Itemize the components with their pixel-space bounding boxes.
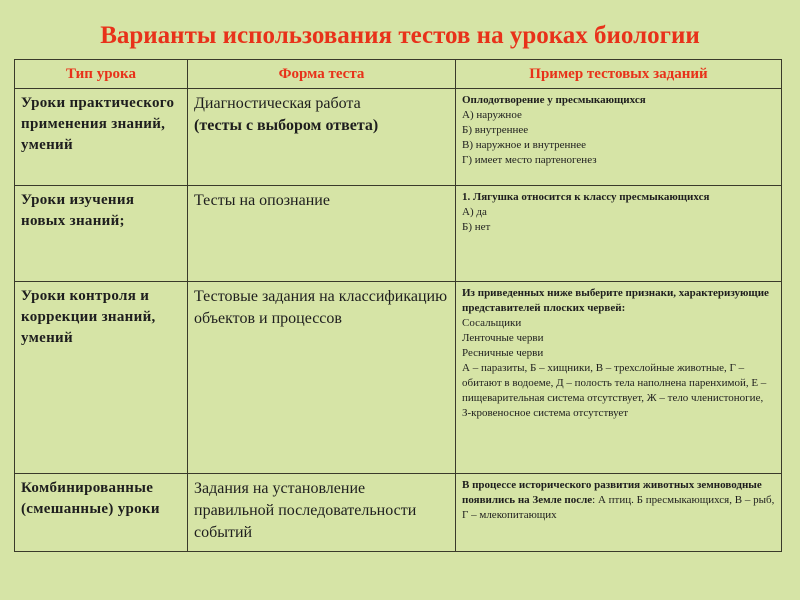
header-lesson-type: Тип урока [15, 60, 188, 89]
example [456, 186, 782, 282]
example [456, 474, 782, 552]
example-option: А) наружное [462, 109, 522, 121]
table-header-row [15, 60, 782, 89]
example-option: А) да [462, 206, 487, 218]
example-question: Оплодотворение у пресмыкающихся [462, 94, 646, 106]
example-options: : А птиц. Б пресмыкающихся, В – рыб, Г – млекопитающих [462, 494, 775, 521]
table-row [15, 186, 782, 282]
lesson-type: Комбинированные (смешанные) уроки [15, 474, 188, 552]
example-option: Б) нет [462, 221, 491, 233]
form-text: Диагностическая работа [194, 95, 361, 112]
test-form: Тесты на опознание [188, 186, 456, 282]
example-option: А – паразиты, Б – хищники, В – трехслойные животные, Г – обитают в водоеме, Д – полость тела наполнена паренхимой, Е – пищеварительная система отсутствует, Ж – тело членистоногие, З-кровеносное система отсутствует [462, 362, 767, 419]
lesson-type: Уроки контроля и коррекции знаний, умений [15, 282, 188, 474]
example-question: В процессе исторического развития животных земноводные появились на Земле после [462, 479, 762, 506]
page-title: Варианты использования тестов на уроках биологии [100, 22, 700, 49]
lesson-type: Уроки изучения новых знаний; [15, 186, 188, 282]
table-row [15, 474, 782, 552]
example [456, 282, 782, 474]
table-row [15, 282, 782, 474]
example-question: 1. Лягушка относится к классу пресмыкающихся [462, 191, 710, 203]
test-form: Тестовые задания на классификацию объектов и процессов [188, 282, 456, 474]
example-question: Из приведенных ниже выберите признаки, характеризующие представителей плоских червей: [462, 287, 769, 314]
example-option: Ленточные черви [462, 332, 544, 344]
tests-table [14, 59, 782, 552]
lesson-type: Уроки практического применения знаний, умений [15, 89, 188, 186]
form-bold-text: (тесты с выбором ответа) [194, 117, 379, 134]
example-option: Сосальщики [462, 317, 522, 329]
test-form: Задания на установление правильной последовательности событий [188, 474, 456, 552]
table-row [15, 89, 782, 186]
header-test-form: Форма теста [188, 60, 456, 89]
example-option: В) наружное и внутреннее [462, 139, 587, 151]
example-option: Г) имеет место партеногенез [462, 154, 597, 166]
example-option: Б) внутреннее [462, 124, 529, 136]
example [456, 89, 782, 186]
header-example: Пример тестовых заданий [456, 60, 782, 89]
test-form [188, 89, 456, 186]
example-option: Ресничные черви [462, 347, 544, 359]
